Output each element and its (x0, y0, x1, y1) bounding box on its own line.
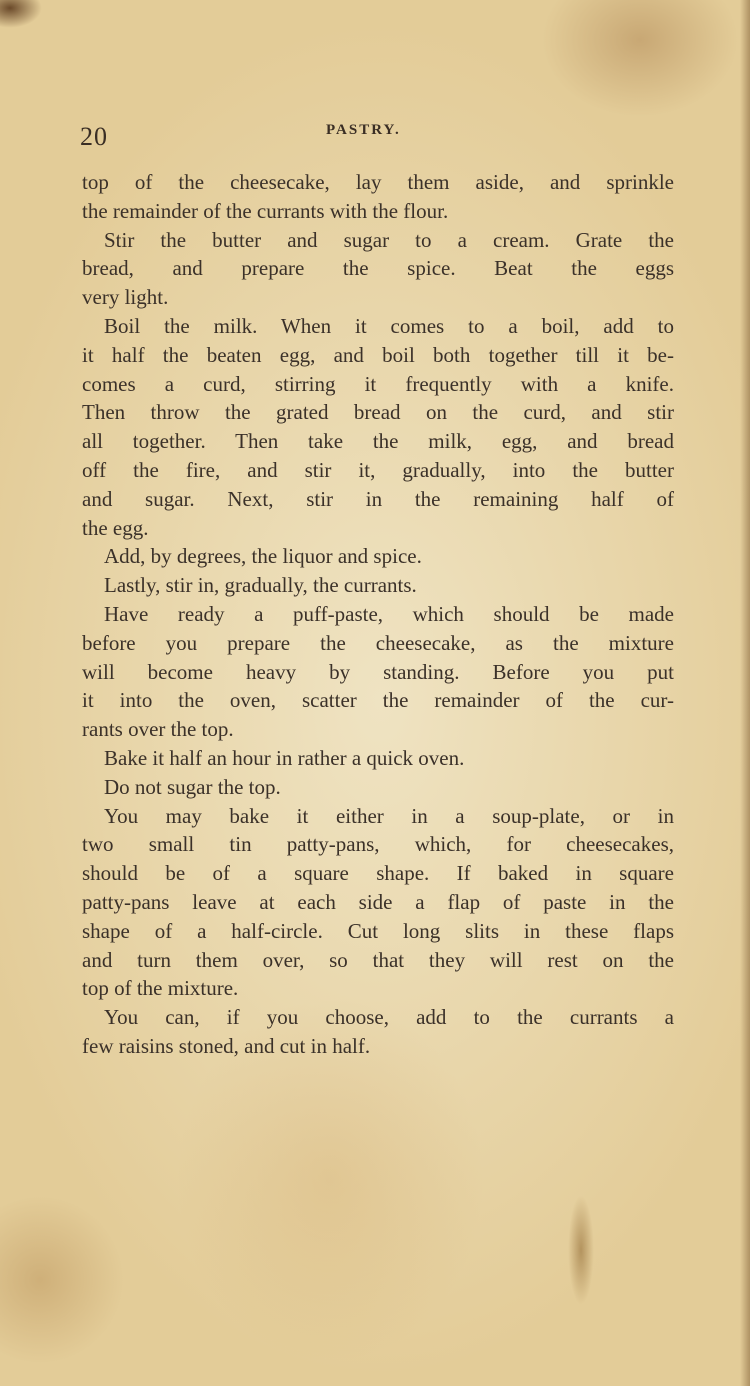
text-line: Boil the milk. When it comes to a boil, add to (104, 313, 674, 338)
paper-stain (568, 1195, 594, 1305)
text-line: shape of a half-circle. Cut long slits in these flaps (82, 918, 674, 943)
text-line: off the fire, and stir it, gradually, into the butter (82, 457, 674, 482)
text-line: and sugar. Next, stir in the remaining half of (82, 486, 674, 511)
text-line: You may bake it either in a soup-plate, or in (104, 803, 674, 828)
text-line: the remainder of the currants with the flour. (82, 198, 449, 223)
running-head: PASTRY. (326, 122, 401, 138)
recipe-text (82, 168, 674, 1061)
text-line: it half the beaten egg, and boil both together till it be- (82, 342, 674, 367)
page-edge-shadow (740, 0, 750, 1386)
text-line: the egg. (82, 515, 149, 540)
text-line: comes a curd, stirring it frequently with a knife. (82, 371, 674, 396)
text-line: You can, if you choose, add to the currants a (104, 1005, 674, 1030)
page-number: 20 (80, 122, 108, 151)
text-line: top of the cheesecake, lay them aside, and sprinkle (82, 170, 674, 194)
text-line: rants over the top. (82, 717, 234, 742)
text-line: Stir the butter and sugar to a cream. Grate the (104, 227, 674, 252)
text-line: will become heavy by standing. Before you put (82, 659, 674, 684)
text-line: and turn them over, so that they will rest on the (82, 947, 674, 972)
text-line: Lastly, stir in, gradually, the currants. (104, 573, 417, 598)
text-line: bread, and prepare the spice. Beat the eggs (82, 256, 674, 281)
text-line: should be of a square shape. If baked in square (82, 861, 674, 886)
text-line: it into the oven, scatter the remainder of the cur- (82, 688, 674, 713)
text-line: very light. (82, 285, 169, 310)
page-corner-stain (0, 0, 42, 28)
text-line: Add, by degrees, the liquor and spice. (104, 544, 422, 569)
text-line: before you prepare the cheesecake, as the mixture (82, 630, 674, 655)
text-line: Have ready a puff-paste, which should be made (104, 601, 674, 626)
text-line: all together. Then take the milk, egg, and bread (82, 429, 674, 454)
text-line: top of the mixture. (82, 976, 239, 1001)
text-line: Then throw the grated bread on the curd, and stir (82, 400, 674, 425)
text-line: Bake it half an hour in rather a quick oven. (104, 745, 465, 770)
text-line: Do not sugar the top. (104, 774, 281, 799)
text-line: patty-pans leave at each side a flap of paste in the (82, 889, 674, 914)
text-line: few raisins stoned, and cut in half. (82, 1033, 371, 1058)
text-line: two small tin patty-pans, which, for cheesecakes, (82, 832, 674, 857)
page-header (80, 118, 680, 158)
